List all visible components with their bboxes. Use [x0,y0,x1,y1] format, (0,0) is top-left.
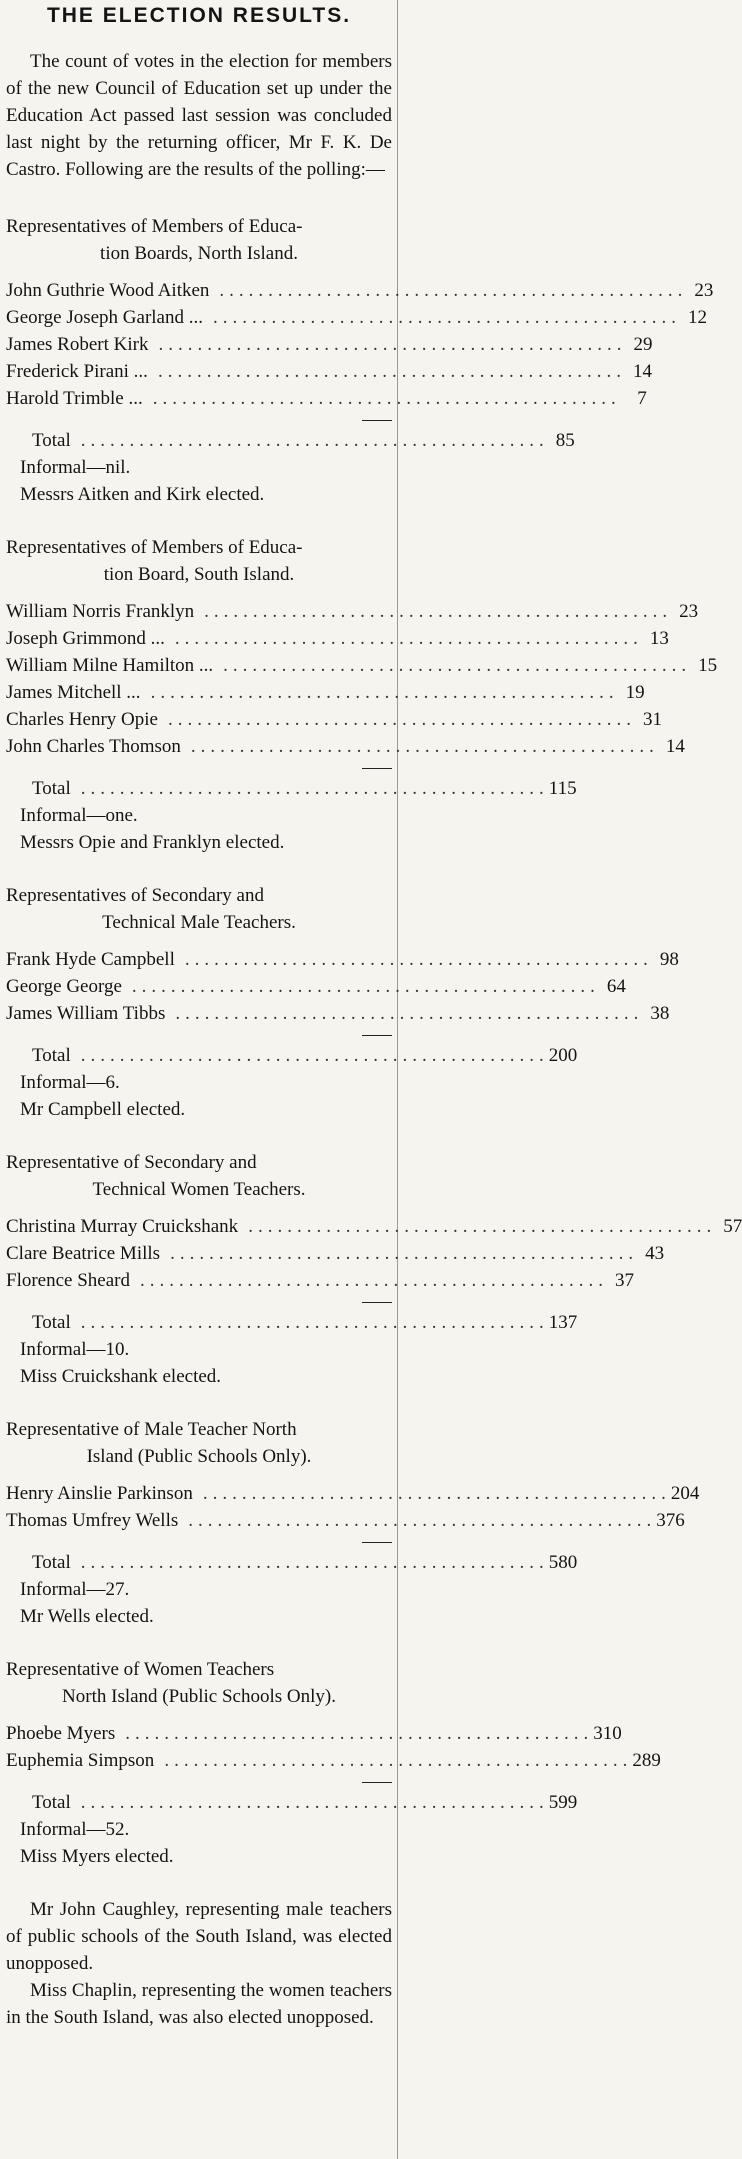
candidate-name: Frederick Pirani ... [6,361,148,382]
candidate-votes: 23 [679,601,699,622]
leader-dots: ................................................ [175,1003,644,1024]
total-label: Total [32,1792,71,1813]
section-heading-line-2: Technical Male Teachers. [102,912,296,933]
total-value: 115 [548,778,577,799]
candidate-name: George Joseph Garland ... [6,307,203,328]
closing-paragraph-2: Miss Chaplin, representing the women teachers in the South Island, was also elected unopposed. [6,1980,392,2028]
section-notes [6,1816,392,1870]
informal-note: Informal—nil. [20,457,131,478]
informal-note: Informal—27. [20,1579,130,1600]
total-label: Total [32,430,71,451]
informal-note: Informal—52. [20,1819,130,1840]
candidate-row [6,733,685,760]
candidate-row [6,1240,665,1267]
section-heading [6,1416,392,1470]
candidate-name: James Robert Kirk [6,334,149,355]
section-heading-line-1: Representative of Male Teacher North [6,1419,297,1440]
candidate-list [6,1720,661,1774]
candidate-votes: 31 [642,709,662,730]
section-notes [6,454,392,508]
leader-dots: ................................................ [204,601,673,622]
candidate-name: Christina Murray Cruickshank [6,1216,239,1237]
leader-dots: ................................................ [202,1483,671,1504]
result-section [6,534,718,856]
candidate-name: Euphemia Simpson [6,1750,155,1771]
candidate-row [6,1720,622,1747]
leader-dots: ................................................ [213,307,681,328]
leader-dots: ................................................ [80,1312,549,1333]
section-heading-line-2: tion Board, South Island. [103,564,295,585]
result-section [6,213,714,508]
candidate-votes: 14 [632,361,652,382]
section-heading-line-2: Technical Women Teachers. [92,1179,306,1200]
leader-dots: ................................................ [174,628,643,649]
candidate-votes: 29 [633,334,653,355]
leader-dots: ................................................ [219,280,688,301]
leader-dots: ................................................ [80,778,549,799]
leader-dots: ................................................ [80,1045,549,1066]
leader-dots: ................................................ [184,949,653,970]
candidate-row [6,598,699,625]
candidate-list [6,946,679,1027]
candidate-list [6,1213,742,1294]
leader-dots: ................................................ [170,1243,639,1264]
intro-paragraph: The count of votes in the election for members of the new Council of Education set up under the Education Act passed last session was concluded last night by the returning officer, Mr F. K. De Castro. Following are the results of the polling:— [6,51,392,180]
candidate-votes: 38 [650,1003,670,1024]
leader-dots: ................................................ [80,1792,549,1813]
sum-rule [362,1035,392,1036]
candidate-name: Harold Trimble ... [6,388,143,409]
candidate-votes: 64 [606,976,626,997]
candidate-votes: 376 [656,1510,685,1531]
sum-rule [362,1302,392,1303]
elected-note: Miss Myers elected. [20,1846,174,1867]
candidate-row [6,277,714,304]
candidate-votes: 23 [694,280,714,301]
result-section [6,1416,700,1630]
result-section [6,1656,661,1870]
total-row [6,1549,578,1576]
informal-note: Informal—10. [20,1339,130,1360]
elected-note: Mr Wells elected. [20,1606,154,1627]
leader-dots: ................................................ [131,976,600,997]
elected-note: Miss Cruickshank elected. [20,1366,222,1387]
candidate-row [6,1507,685,1534]
candidate-row [6,679,645,706]
candidate-name: Thomas Umfrey Wells [6,1510,179,1531]
leader-dots: ................................................ [150,682,619,703]
candidate-votes: 19 [625,682,645,703]
total-label: Total [32,1045,71,1066]
candidate-row [6,385,647,412]
elected-note: Messrs Aitken and Kirk elected. [20,484,265,505]
candidate-votes: 37 [614,1270,634,1291]
candidate-votes: 43 [645,1243,665,1264]
candidate-name: James Mitchell ... [6,682,141,703]
informal-note: Informal—6. [20,1072,120,1093]
candidate-votes: 310 [593,1723,622,1744]
candidate-name: Joseph Grimmond ... [6,628,165,649]
total-row [6,775,577,802]
leader-dots: ................................................ [158,334,627,355]
section-heading-line-2: North Island (Public Schools Only). [62,1686,336,1707]
section-heading-line-2: tion Boards, North Island. [100,243,298,264]
candidate-row [6,625,669,652]
elected-note: Messrs Opie and Franklyn elected. [20,832,285,853]
leader-dots: ................................................ [223,655,692,676]
candidate-row [6,946,679,973]
section-notes [6,1336,392,1390]
candidate-name: Frank Hyde Campbell [6,949,175,970]
leader-dots: ................................................ [188,1510,657,1531]
section-heading [6,213,392,267]
leader-dots: ................................................ [80,1552,549,1573]
candidate-name: Phoebe Myers [6,1723,116,1744]
total-label: Total [32,1312,71,1333]
section-heading [6,1149,392,1203]
sum-rule [362,768,392,769]
candidate-row [6,1267,634,1294]
informal-note: Informal—one. [20,805,138,826]
section-heading [6,1656,392,1710]
sum-rule [362,1542,392,1543]
result-section [6,1149,742,1390]
section-heading-line-1: Representative of Secondary and [6,1152,257,1173]
candidate-row [6,1000,670,1027]
candidate-votes: 15 [698,655,718,676]
candidate-votes: 204 [670,1483,700,1504]
total-row [6,1042,578,1069]
total-row [6,1789,578,1816]
elected-note: Mr Campbell elected. [20,1099,186,1120]
leader-dots: ................................................ [80,430,549,451]
sum-rule [362,1782,392,1783]
section-notes [6,802,392,856]
section-heading [6,534,392,588]
candidate-votes: 12 [688,307,707,328]
candidate-name: Florence Sheard [6,1270,130,1291]
total-value: 200 [548,1045,578,1066]
leader-dots: ................................................ [248,1216,717,1237]
total-label: Total [32,1552,71,1573]
candidate-list [6,277,714,412]
leader-dots: ................................................ [139,1270,608,1291]
section-notes [6,1576,392,1630]
section-heading-line-1: Representatives of Secondary and [6,885,264,906]
candidate-name: Clare Beatrice Mills [6,1243,161,1264]
candidate-row [6,973,626,1000]
leader-dots: ................................................ [164,1750,633,1771]
candidate-votes: 289 [632,1750,661,1771]
section-heading-line-1: Representatives of Members of Educa- [6,537,303,558]
candidate-name: William Norris Franklyn [6,601,195,622]
candidate-row [6,1213,742,1240]
candidate-name: John Charles Thomson [6,736,181,757]
headline: THE ELECTION RESULTS. [46,4,352,27]
sum-rule [362,420,392,421]
total-value: 580 [548,1552,578,1573]
leader-dots: ................................................ [190,736,659,757]
candidate-name: George George [6,976,122,997]
total-value: 85 [555,430,575,451]
result-section [6,882,679,1123]
candidate-row [6,358,652,385]
candidate-name: Charles Henry Opie [6,709,158,730]
candidate-row [6,652,718,679]
total-row [6,427,575,454]
candidate-row [6,1480,700,1507]
candidate-votes: 14 [665,736,685,757]
section-notes [6,1069,392,1123]
section-heading-line-1: Representative of Women Teachers [6,1659,275,1680]
candidate-name: John Guthrie Wood Aitken [6,280,210,301]
results-sections [6,213,742,1870]
leader-dots: ................................................ [167,709,636,730]
section-heading [6,882,392,936]
candidate-name: William Milne Hamilton ... [6,655,214,676]
section-heading-line-2: Island (Public Schools Only). [86,1446,312,1467]
total-label: Total [32,778,71,799]
closing-paragraph-1: Mr John Caughley, representing male teachers of public schools of the South Island, was elected unopposed. [6,1899,392,1974]
leader-dots: ................................................ [157,361,626,382]
candidate-list [6,1480,700,1534]
total-value: 599 [548,1792,578,1813]
candidate-name: James William Tibbs [6,1003,166,1024]
candidate-votes: 7 [637,388,647,409]
leader-dots: ................................................ [125,1723,594,1744]
candidate-votes: 13 [649,628,669,649]
candidate-votes: 57 [723,1216,742,1237]
candidate-votes: 98 [659,949,679,970]
candidate-row [6,331,653,358]
candidate-row [6,1747,661,1774]
section-heading-line-1: Representatives of Members of Educa- [6,216,303,237]
candidate-row [6,706,662,733]
candidate-row [6,304,707,331]
candidate-list [6,598,718,760]
total-value: 137 [548,1312,578,1333]
leader-dots: ................................................ [152,388,621,409]
total-row [6,1309,578,1336]
article-column [6,4,742,2031]
candidate-name: Henry Ainslie Parkinson [6,1483,193,1504]
